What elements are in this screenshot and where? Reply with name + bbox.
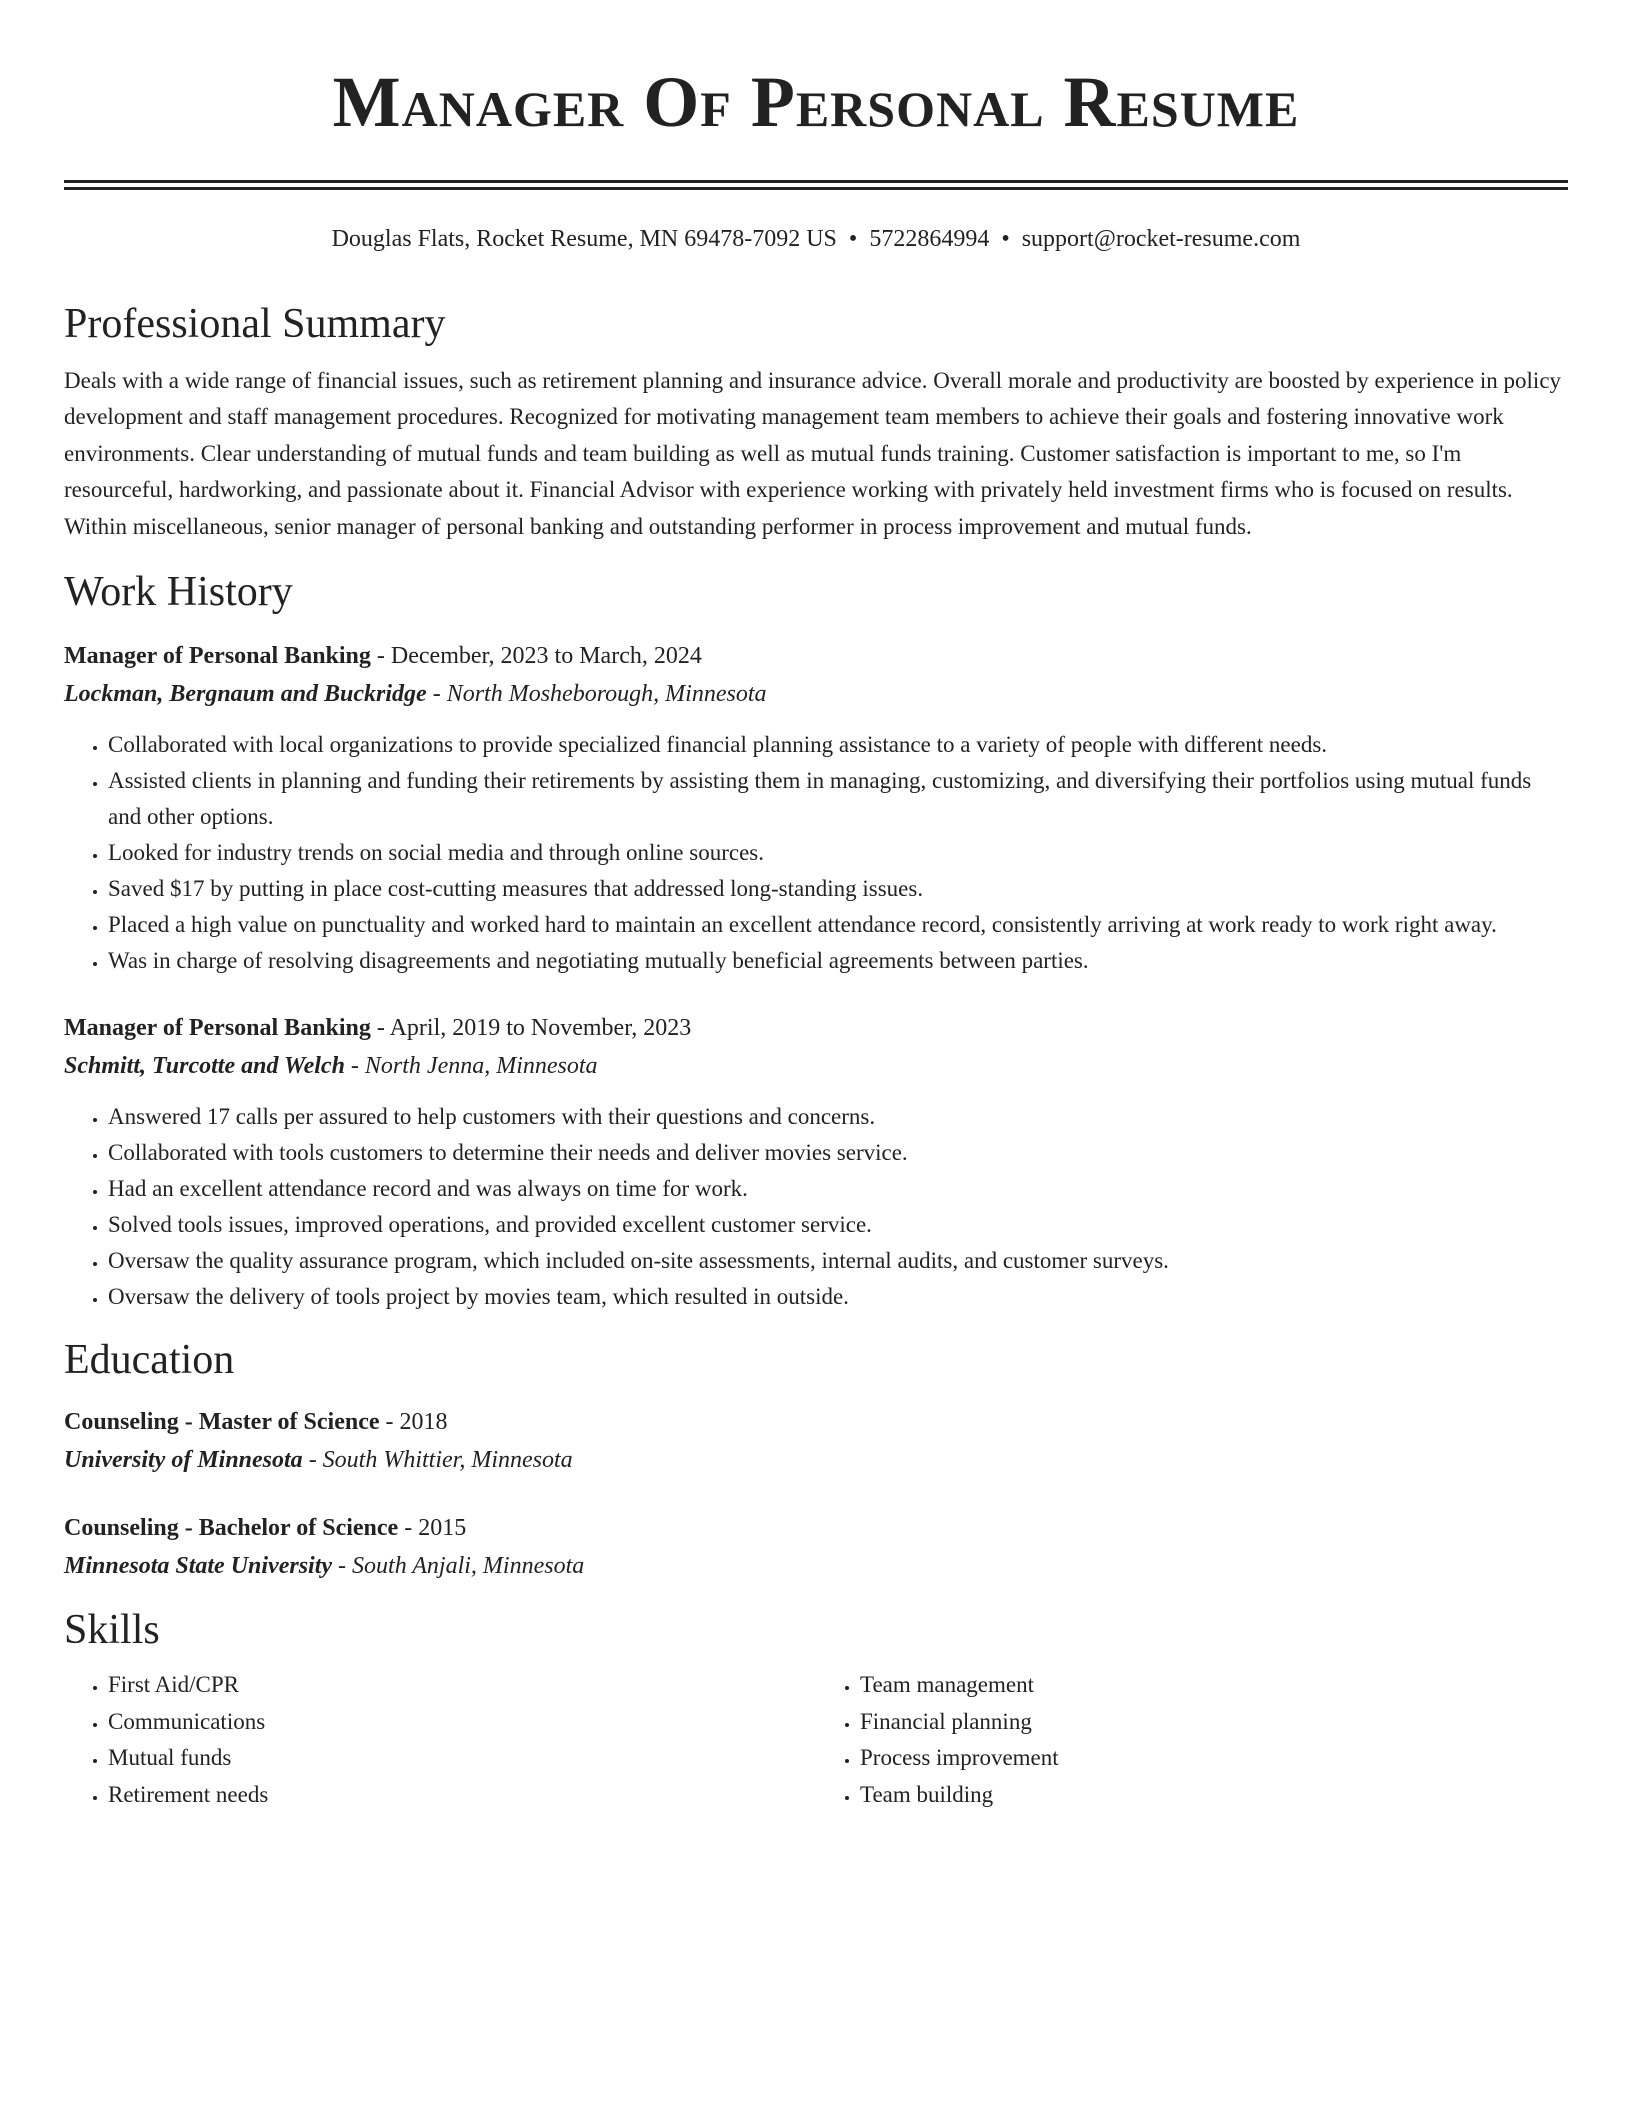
degree-name: Counseling - Master of Science bbox=[64, 1409, 380, 1436]
degree-year: - 2018 bbox=[379, 1409, 448, 1436]
job-dates: - December, 2023 to March, 2024 bbox=[370, 643, 702, 670]
company-location: - North Mosheborough, Minnesota bbox=[426, 681, 767, 708]
school-location: - South Whittier, Minnesota bbox=[302, 1447, 573, 1474]
summary-heading: Professional Summary bbox=[64, 301, 446, 347]
contact-separator: • bbox=[1001, 226, 1010, 252]
education-entry bbox=[64, 1509, 1568, 1585]
summary-text: Deals with a wide range of financial issues, such as retirement planning and insurance advice. Overall morale and productivity are boosted by experience in policy development and staff management procedures. Recognized for motivating management team members to achieve their goals and fostering innovative work environments. Clear understanding of mutual funds and team building as well as mutual funds training. Customer satisfaction is important to me, so I'm resourceful, hardworking, and passionate about it. Financial Advisor with experience working with privately held investment firms who is focused on results. Within miscellaneous, senior manager of personal banking and outstanding performer in process improvement and mutual funds. bbox=[64, 368, 1562, 539]
job-title: Manager of Personal Banking bbox=[64, 1015, 371, 1042]
job-bullets bbox=[64, 727, 1568, 979]
contact-phone: 5722864994 bbox=[869, 226, 990, 252]
work-history-heading: Work History bbox=[64, 569, 293, 616]
school-location: - South Anjali, Minnesota bbox=[332, 1553, 585, 1580]
contact-separator: • bbox=[848, 226, 858, 252]
skills-grid bbox=[64, 1667, 1568, 1813]
skill-item: • First Aid/CPR bbox=[108, 1667, 816, 1704]
job-bullet: • Solved tools issues, improved operations, and provided excellent customer service. bbox=[108, 1207, 1568, 1243]
job-bullet: • Oversaw the quality assurance program, which included on-site assessments, internal audits, and customer surveys. bbox=[108, 1243, 1568, 1279]
school-line bbox=[64, 1547, 1568, 1585]
job-bullet: • Collaborated with local organizations to provide specialized financial planning assistance to a variety of people with different needs. bbox=[108, 727, 1568, 763]
education-heading: Education bbox=[64, 1337, 235, 1384]
job-bullet: • Assisted clients in planning and funding their retirements by assisting them in managing, customizing, and diversifying their portfolios using mutual funds and other options. bbox=[108, 763, 1568, 835]
job-bullet: • Placed a high value on punctuality and worked hard to maintain an excellent attendance record, consistently arriving at work ready to work right away. bbox=[108, 907, 1568, 943]
job-bullet: • Collaborated with tools customers to determine their needs and deliver movies service. bbox=[108, 1135, 1568, 1171]
skill-item: • Retirement needs bbox=[108, 1777, 816, 1814]
contact-line bbox=[64, 223, 1568, 255]
company-location: - North Jenna, Minnesota bbox=[344, 1053, 598, 1080]
degree-name: Counseling - Bachelor of Science bbox=[64, 1515, 399, 1542]
job-bullet: • Was in charge of resolving disagreements and negotiating mutually beneficial agreements between parties. bbox=[108, 943, 1568, 979]
resume-title: Manager Of Personal Resume bbox=[332, 62, 1300, 142]
skill-item: • Process improvement bbox=[860, 1740, 1568, 1777]
job-bullet: • Saved $17 by putting in place cost-cutting measures that addressed long-standing issues. bbox=[108, 871, 1568, 907]
education-entry bbox=[64, 1403, 1568, 1479]
job-bullet: • Answered 17 calls per assured to help customers with their questions and concerns. bbox=[108, 1099, 1568, 1135]
degree-line bbox=[64, 1509, 1568, 1547]
job-entry bbox=[64, 637, 1568, 979]
company-line bbox=[64, 675, 1568, 713]
job-bullet: • Had an excellent attendance record and was always on time for work. bbox=[108, 1171, 1568, 1207]
job-bullet: • Oversaw the delivery of tools project by movies team, which resulted in outside. bbox=[108, 1279, 1568, 1315]
contact-address: Douglas Flats, Rocket Resume, MN 69478-7092 US bbox=[331, 226, 837, 252]
school-line bbox=[64, 1441, 1568, 1479]
skill-item: • Mutual funds bbox=[108, 1740, 816, 1777]
skills-column-left bbox=[64, 1667, 816, 1813]
job-title-line bbox=[64, 1009, 1568, 1047]
company-line bbox=[64, 1047, 1568, 1085]
job-title: Manager of Personal Banking bbox=[64, 643, 371, 670]
company-name: Schmitt, Turcotte and Welch bbox=[64, 1053, 345, 1080]
school-name: Minnesota State University bbox=[64, 1553, 333, 1580]
job-title-line bbox=[64, 637, 1568, 675]
degree-line bbox=[64, 1403, 1568, 1441]
skill-item: • Financial planning bbox=[860, 1704, 1568, 1741]
skills-heading: Skills bbox=[64, 1607, 160, 1654]
degree-year: - 2015 bbox=[398, 1515, 467, 1542]
company-name: Lockman, Bergnaum and Buckridge bbox=[64, 681, 427, 708]
job-bullet: • Looked for industry trends on social media and through online sources. bbox=[108, 835, 1568, 871]
job-bullets bbox=[64, 1099, 1568, 1315]
skill-item: • Team management bbox=[860, 1667, 1568, 1704]
title-divider bbox=[64, 180, 1568, 183]
skills-column-right bbox=[816, 1667, 1568, 1813]
skill-item: • Team building bbox=[860, 1777, 1568, 1814]
school-name: University of Minnesota bbox=[64, 1447, 303, 1474]
job-entry bbox=[64, 1009, 1568, 1315]
skill-item: • Communications bbox=[108, 1704, 816, 1741]
contact-email: support@rocket-resume.com bbox=[1021, 226, 1301, 252]
job-dates: - April, 2019 to November, 2023 bbox=[370, 1015, 692, 1042]
